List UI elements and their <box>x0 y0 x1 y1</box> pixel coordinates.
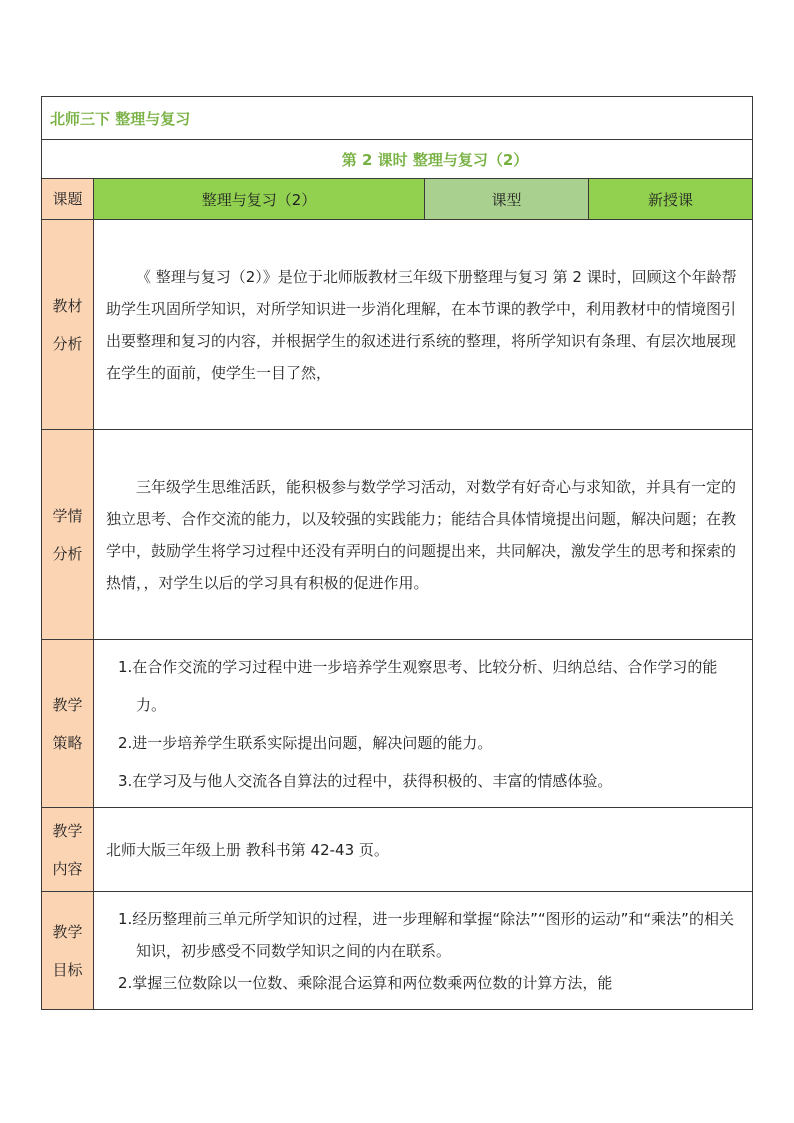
textbook-analysis-content <box>94 220 753 430</box>
list-item: 1.在合作交流的学习过程中进一步培养学生观察思考、比较分析、归纳总结、合作学习的能力。 <box>118 657 718 714</box>
info-row <box>42 179 753 220</box>
type-value: 新授课 <box>589 179 753 220</box>
student-analysis-text: 三年级学生思维活跃，能积极参与数学学习活动，对数学有好奇心与求知欲，并具有一定的独立思考、合作交流的能力，以及较强的实践能力；能结合具体情境提出问题，解决问题；在教学中，鼓励学生将学习过程中还没有弄明白的问题提出来，共同解决，激发学生的思考和探索的热情，，对学生以后的学习具有积极的促进作用。 <box>106 477 737 592</box>
strategy-label: 教学 策略 <box>42 640 94 808</box>
student-analysis-row <box>42 430 753 640</box>
goals-label: 教学 目标 <box>42 892 94 1010</box>
goals-row <box>42 892 753 1010</box>
header-row-series <box>42 97 753 140</box>
lesson-plan-table <box>41 96 753 1010</box>
strategy-content <box>94 640 753 808</box>
list-item: 2.掌握三位数除以一位数、乘除混合运算和两位数乘两位数的计算方法，能 <box>118 973 613 992</box>
textbook-analysis-label: 教材 分析 <box>42 220 94 430</box>
content-row <box>42 808 753 892</box>
topic-value: 整理与复习（2） <box>94 179 425 220</box>
lesson-title: 第 2 课时 整理与复习（2） <box>341 150 529 169</box>
strategy-row <box>42 640 753 808</box>
lesson-title-cell <box>42 140 753 179</box>
goals-content <box>94 892 753 1010</box>
type-label: 课型 <box>425 179 589 220</box>
header-row-lesson <box>42 140 753 179</box>
content-text: 北师大版三年级上册 教科书第 42-43 页。 <box>94 808 753 892</box>
student-analysis-content <box>94 430 753 640</box>
list-item: 2.进一步培养学生联系实际提出问题，解决问题的能力。 <box>118 733 493 752</box>
list-item: 3.在学习及与他人交流各自算法的过程中，获得积极的、丰富的情感体验。 <box>118 771 613 790</box>
topic-label: 课题 <box>42 179 94 220</box>
student-analysis-label: 学情 分析 <box>42 430 94 640</box>
list-item: 1.经历整理前三单元所学知识的过程，进一步理解和掌握“除法”“图形的运动”和“乘法”的相关知识，初步感受不同数学知识之间的内在联系。 <box>118 909 734 960</box>
series-title: 北师三下 整理与复习 <box>50 109 191 128</box>
textbook-analysis-row <box>42 220 753 430</box>
textbook-analysis-text: 《 整理与复习（2）》是位于北师版教材三年级下册整理与复习 第 2 课时，回顾这个年龄帮助学生巩固所学知识，对所学知识进一步消化理解，在本节课的教学中，利用教材中的情境图引出要整理和复习的内容，并根据学生的叙述进行系统的整理，将所学知识有条理、有层次地展现在学生的面前，使学生一目了然， <box>106 267 737 382</box>
series-cell <box>42 97 753 140</box>
content-label: 教学 内容 <box>42 808 94 892</box>
